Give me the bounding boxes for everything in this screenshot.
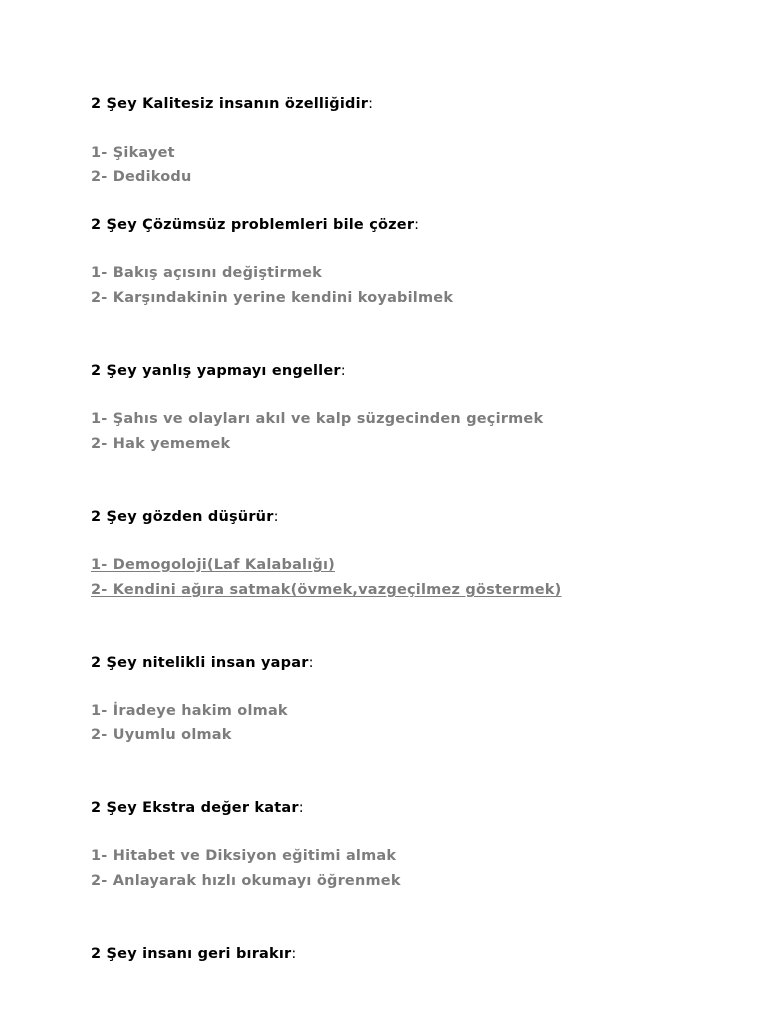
list-item: 2- Anlayarak hızlı okumayı öğrenmek — [91, 873, 401, 889]
list-item: 2- Uyumlu olmak — [91, 727, 232, 743]
list-item: 1- Demogoloji(Laf Kalabalığı) — [91, 557, 335, 573]
section-heading: 2 Şey yanlış yapmayı engeller: — [91, 363, 346, 379]
section-heading: 2 Şey Kalitesiz insanın özelliğidir: — [91, 96, 374, 112]
list-item: 2- Dedikodu — [91, 169, 192, 185]
list-item: 1- Şikayet — [91, 145, 175, 161]
section-heading: 2 Şey Çözümsüz problemleri bile çözer: — [91, 217, 420, 233]
list-item: 2- Hak yememek — [91, 436, 231, 452]
list-item: 1- Şahıs ve olayları akıl ve kalp süzgecinden geçirmek — [91, 411, 544, 427]
list-item: 1- Hitabet ve Diksiyon eğitimi almak — [91, 848, 397, 864]
section-heading: 2 Şey Ekstra değer katar: — [91, 800, 304, 816]
section-heading: 2 Şey insanı geri bırakır: — [91, 946, 297, 962]
list-item: 2- Karşındakinin yerine kendini koyabilmek — [91, 290, 454, 306]
list-item: 2- Kendini ağıra satmak(övmek,vazgeçilmez göstermek) — [91, 582, 562, 598]
list-item: 1- İradeye hakim olmak — [91, 703, 288, 719]
section-heading: 2 Şey nitelikli insan yapar: — [91, 655, 314, 671]
list-item: 1- Bakış açısını değiştirmek — [91, 265, 323, 281]
section-heading: 2 Şey gözden düşürür: — [91, 509, 279, 525]
